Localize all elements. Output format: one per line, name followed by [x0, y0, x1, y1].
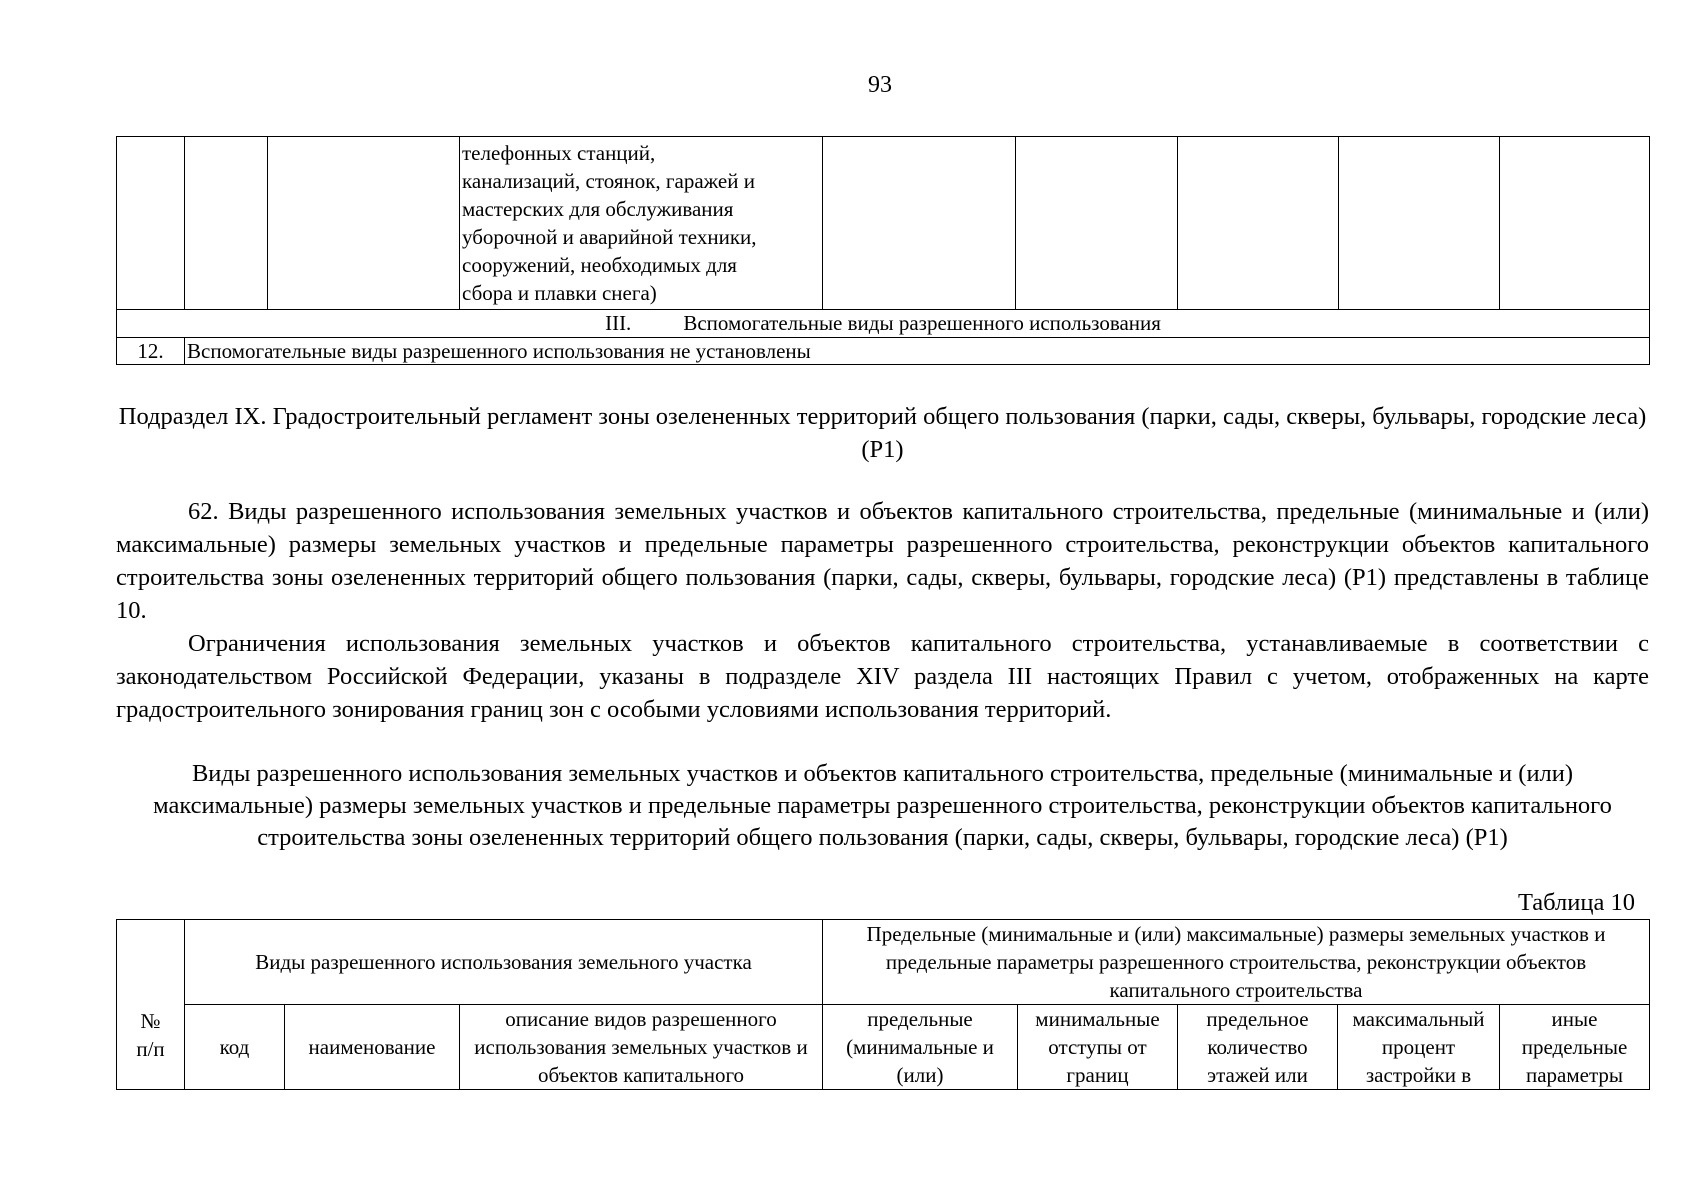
- table-cell: [185, 137, 268, 310]
- table-10-header: [116, 919, 1650, 1090]
- column-header-other: иные предельные параметры: [1500, 1005, 1650, 1090]
- group-header-uses: Виды разрешенного использования земельного участка: [185, 920, 823, 1005]
- column-header-number: [117, 920, 185, 1090]
- table-cell: [1178, 137, 1339, 310]
- column-header-description: описание видов разрешенного использования земельных участков и объектов капитального: [460, 1005, 823, 1090]
- description-cell: [460, 137, 823, 310]
- page-number: 93: [868, 72, 892, 98]
- column-header-floors: предельное количество этажей или: [1178, 1005, 1338, 1090]
- continuation-table: [116, 136, 1650, 365]
- subsection-title: Подраздел IX. Градостроительный регламент зоны озелененных территорий общего пользования (парки, сады, скверы, бульвары, городские леса) (Р1): [118, 403, 1647, 463]
- section-roman-numeral: III.: [605, 311, 632, 335]
- description-line: мастерских для обслуживания: [462, 197, 734, 221]
- number-abbrev: п/п: [136, 1036, 165, 1061]
- section-title: Вспомогательные виды разрешенного использования: [683, 311, 1161, 335]
- section-row: [117, 310, 1650, 338]
- column-header-coverage: максимальный процент застройки в: [1338, 1005, 1500, 1090]
- body-text: [116, 495, 1649, 726]
- description-line: сооружений, необходимых для: [462, 253, 737, 277]
- column-header-setbacks: минимальные отступы от границ: [1018, 1005, 1178, 1090]
- description-line: канализаций, стоянок, гаражей и: [462, 169, 755, 193]
- row-note: Вспомогательные виды разрешенного использования не установлены: [185, 338, 1650, 365]
- table-cell: [1016, 137, 1178, 310]
- paragraph: Ограничения использования земельных участков и объектов капитального строительства, устанавливаемые в соответствии с законодательством Российской Федерации, указаны в подразделе XIV раздела III настоящих Правил с учетом, отображенных на карте градостроительного зонирования границ зон с особыми условиями использования территорий.: [116, 630, 1649, 723]
- row-number: 12.: [117, 338, 185, 365]
- column-header-limit-sizes: предельные (минимальные и (или): [823, 1005, 1018, 1090]
- table-row: [117, 338, 1650, 365]
- table-row: [117, 137, 1650, 310]
- table-cell: [1500, 137, 1650, 310]
- header-row: [117, 920, 1650, 1005]
- table-label: Таблица 10: [1517, 889, 1635, 916]
- table-caption: Виды разрешенного использования земельных участков и объектов капитального строительства, предельные (минимальные и (или) максимальные) размеры земельных участков и предельные параметры разрешенного строительства, реконструкции объектов капитального строительства зоны озелененных территорий общего пользования (парки, сады, скверы, бульвары, городские леса) (Р1): [153, 760, 1612, 851]
- column-header-code: код: [185, 1005, 285, 1090]
- column-header-name: наименование: [285, 1005, 460, 1090]
- number-sign: №: [140, 1008, 161, 1033]
- group-header-limits: Предельные (минимальные и (или) максимальные) размеры земельных участков и предельные параметры разрешенного строительства, реконструкции объектов капитального строительства: [823, 920, 1650, 1005]
- table-cell: [268, 137, 460, 310]
- description-line: телефонных станций,: [462, 141, 656, 165]
- description-line: сбора и плавки снега): [462, 281, 657, 305]
- table-cell: [823, 137, 1016, 310]
- paragraph: 62. Виды разрешенного использования земельных участков и объектов капитального строительства, предельные (минимальные и (или) максимальные) размеры земельных участков и предельные параметры разрешенного строительства, реконструкции объектов капитального строительства зоны озелененных территорий общего пользования (парки, сады, скверы, бульвары, городские леса) (Р1) представлены в таблице 10.: [116, 498, 1649, 624]
- table-cell: [1339, 137, 1500, 310]
- section-heading-cell: [117, 310, 1650, 338]
- header-row: [117, 1005, 1650, 1090]
- table-cell: [117, 137, 185, 310]
- description-line: уборочной и аварийной техники,: [462, 225, 757, 249]
